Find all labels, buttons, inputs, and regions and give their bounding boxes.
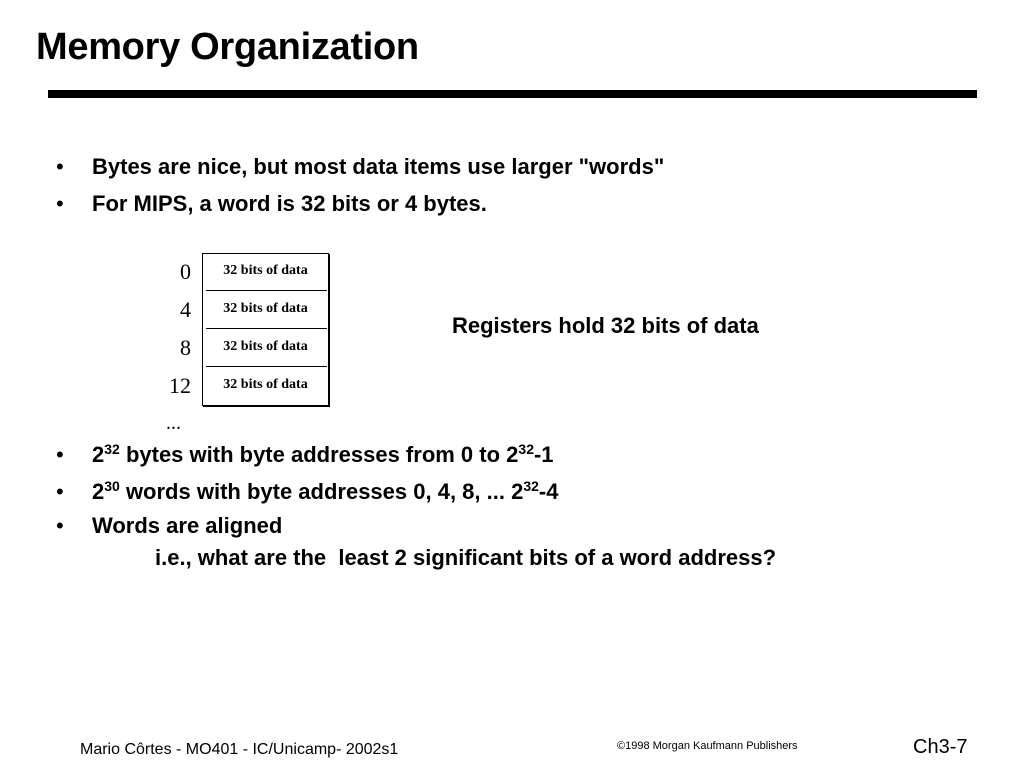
slide-number: Ch3-7: [913, 736, 968, 758]
bullet-text: Words are aligned: [92, 513, 283, 538]
exponent: 32: [104, 441, 120, 457]
bullet-dot-icon: •: [56, 442, 64, 467]
bullet-item: [56, 510, 776, 574]
memory-diagram: [202, 253, 329, 406]
exponent: 30: [104, 478, 120, 494]
bullet-text: -1: [533, 442, 554, 467]
registers-note: Registers hold 32 bits of data: [452, 313, 759, 338]
address-label: 4: [180, 297, 191, 322]
footer-author: Mario Côrtes - MO401 - IC/Unicamp- 2002s1: [80, 741, 399, 758]
bullet-dot-icon: •: [56, 191, 64, 216]
bullet-dot-icon: •: [56, 154, 64, 179]
bullet-item: [56, 436, 776, 473]
footer-publisher: 1998 Morgan Kaufmann Publishers: [625, 740, 798, 752]
title-underline: [48, 90, 977, 98]
bullet-subtext: i.e., what are the least 2 significant bits of a word address?: [155, 545, 777, 570]
address-label: 8: [180, 335, 191, 360]
bullet-list-bottom: [56, 436, 776, 574]
bullet-dot-icon: •: [56, 479, 64, 504]
exponent: 32: [523, 478, 539, 494]
bullet-text: Bytes are nice, but most data items use larger "words": [92, 154, 665, 179]
memory-cell: 32 bits of data: [223, 301, 308, 316]
address-label: 0: [180, 259, 191, 284]
bullet-text: words with byte addresses 0, 4, 8, ... 2: [119, 479, 524, 504]
bullet-text: bytes with byte addresses from 0 to 2: [119, 442, 519, 467]
bullet-text: -4: [538, 479, 559, 504]
memory-cell: 32 bits of data: [223, 263, 308, 278]
cell-divider: [206, 290, 327, 291]
ellipsis: ...: [166, 412, 181, 434]
exponent: 32: [518, 441, 534, 457]
bullet-item: [56, 473, 776, 510]
cell-divider: [206, 366, 327, 367]
power-base: 2: [92, 442, 105, 467]
bullet-item: [56, 148, 664, 185]
slide-title: Memory Organization: [36, 26, 419, 68]
bullet-item: [56, 185, 664, 222]
copyright-icon: ©: [617, 740, 626, 752]
power-base: 2: [92, 479, 105, 504]
bullet-dot-icon: •: [56, 513, 64, 538]
bullet-list-top: [56, 148, 664, 222]
address-label: 12: [169, 373, 191, 398]
bullet-text: For MIPS, a word is 32 bits or 4 bytes.: [92, 191, 487, 216]
memory-cell: 32 bits of data: [223, 377, 308, 392]
footer-copyright: [617, 740, 798, 752]
cell-divider: [206, 328, 327, 329]
memory-cell: 32 bits of data: [223, 339, 308, 354]
